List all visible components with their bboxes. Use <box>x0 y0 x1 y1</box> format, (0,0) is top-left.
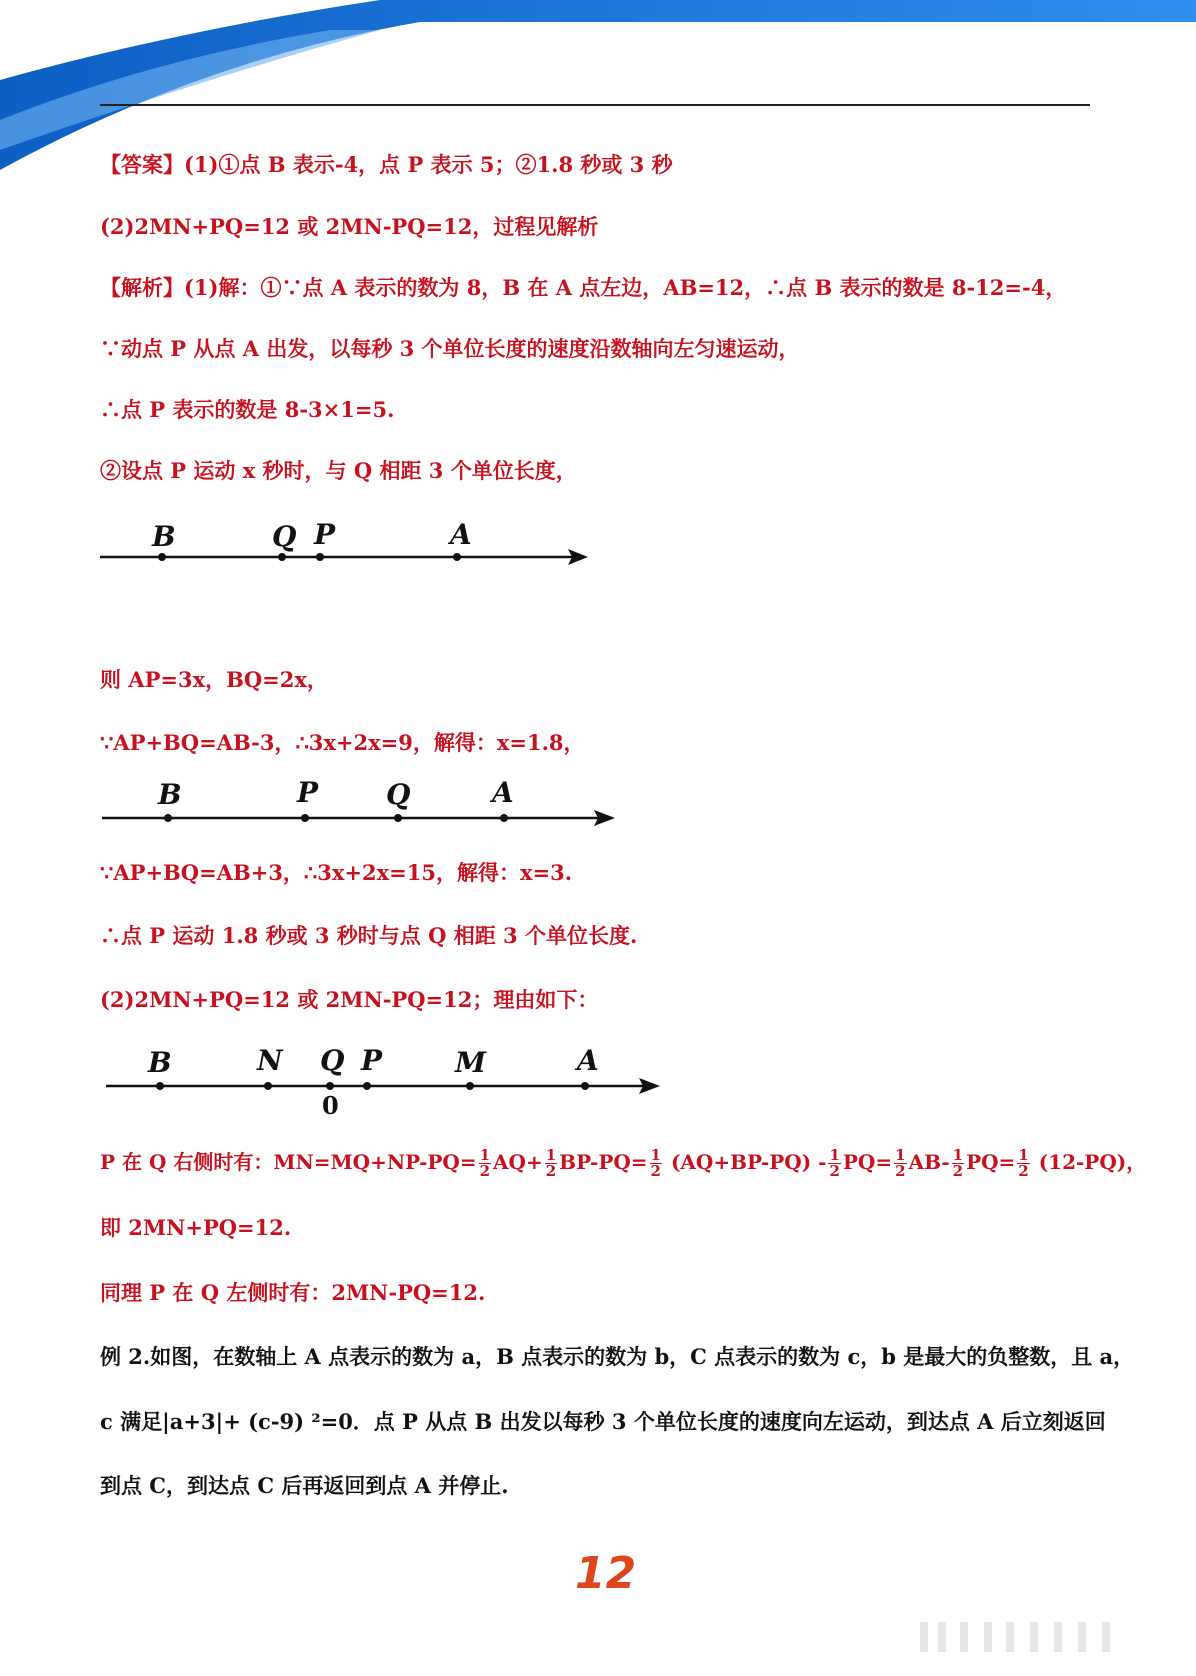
point-q <box>278 553 286 561</box>
label-q: Q <box>272 520 297 553</box>
label-a: A <box>492 776 514 809</box>
case2-line: ∵AP+BQ=AB+3，∴3x+2x=15，解得：x=3. <box>100 860 573 885</box>
example-text-1: 如图，在数轴上 A 点表示的数为 a，B 点表示的数为 b，C 点表示的数为 c，b 是最大的负整数，且 a， <box>150 1344 1135 1369</box>
example-label: 例 2. <box>100 1344 151 1369</box>
formula-line <box>100 1147 1146 1179</box>
point-b <box>164 814 172 822</box>
case1-line: ∵AP+BQ=AB-3，∴3x+2x=9，解得：x=1.8， <box>100 730 585 755</box>
part2-line: (2)2MN+PQ=12 或 2MN-PQ=12；理由如下： <box>100 987 599 1012</box>
header-banner <box>0 0 1196 170</box>
answer-line-2: (2)2MN+PQ=12 或 2MN-PQ=12，过程见解析 <box>100 214 599 239</box>
point-m <box>466 1082 474 1090</box>
analysis-line-3: ∴点 P 表示的数是 8-3×1=5. <box>100 397 395 422</box>
result-line-2: 同理 P 在 Q 左侧时有：2MN-PQ=12. <box>100 1280 486 1305</box>
point-q <box>326 1082 334 1090</box>
fraction-half: $\frac{1}{2}$ <box>829 1146 840 1180</box>
number-line-diagram-2 <box>0 770 640 830</box>
fraction-half: $\frac{1}{2}$ <box>952 1146 964 1180</box>
fraction-half: $\frac{1}{2}$ <box>1018 1146 1029 1180</box>
conclusion-line: ∴点 P 运动 1.8 秒或 3 秒时与点 Q 相距 3 个单位长度. <box>100 923 638 948</box>
formula-part-6: PQ= <box>966 1150 1016 1174</box>
point-q <box>394 814 402 822</box>
point-a <box>500 814 508 822</box>
result-line-1: 即 2MN+PQ=12. <box>100 1215 292 1240</box>
fraction-half: $\frac{1}{2}$ <box>545 1146 557 1180</box>
fraction-half: $\frac{1}{2}$ <box>650 1146 661 1180</box>
formula-part-4: PQ= <box>842 1150 893 1174</box>
label-b: B <box>158 778 182 811</box>
answer-line-1: 【答案】(1)①点 B 表示-4，点 P 表示 5；②1.8 秒或 3 秒 <box>100 152 673 177</box>
label-m: M <box>455 1046 486 1079</box>
label-origin: 0 <box>322 1091 339 1116</box>
analysis-line-4: ②设点 P 运动 x 秒时，与 Q 相距 3 个单位长度， <box>100 458 577 483</box>
formula-part-2: BP-PQ= <box>559 1150 648 1174</box>
formula-part-1: AQ+ <box>493 1150 543 1174</box>
formula-part-7: (12-PQ)， <box>1031 1150 1147 1174</box>
example-line-1 <box>100 1342 1134 1372</box>
point-p <box>301 814 309 822</box>
example-line-3: 到点 C，到达点 C 后再返回到点 A 并停止. <box>100 1473 509 1498</box>
point-n <box>264 1082 272 1090</box>
point-a <box>581 1082 589 1090</box>
label-p: P <box>297 776 319 809</box>
example-line-2: c 满足|a+3|+ (c-9) ²=0．点 P 从点 B 出发以每秒 3 个单位长度的速度向左运动，到达点 A 后立刻返回 <box>100 1409 1106 1434</box>
point-b <box>158 553 166 561</box>
point-b <box>156 1082 164 1090</box>
analysis-line-1: 【解析】(1)解：①∵点 A 表示的数为 8，B 在 A 点左边，AB=12，∴点 B 表示的数是 8-12=-4， <box>100 275 1067 300</box>
label-b: B <box>148 1046 172 1079</box>
formula-prefix: P 在 Q 右侧时有：MN=MQ+NP-PQ= <box>100 1150 477 1174</box>
label-b: B <box>152 520 176 553</box>
analysis-line-2: ∵动点 P 从点 A 出发，以每秒 3 个单位长度的速度沿数轴向左匀速运动， <box>100 336 800 361</box>
page-number: 12 <box>575 1548 637 1599</box>
number-line-diagram-3 <box>0 1036 680 1116</box>
label-n: N <box>257 1044 283 1077</box>
point-p <box>363 1082 371 1090</box>
header-rule <box>100 104 1090 106</box>
formula-part-5: AB- <box>908 1150 950 1174</box>
label-q: Q <box>320 1044 345 1077</box>
formula-part-3: (AQ+BP-PQ) - <box>663 1150 827 1174</box>
point-p <box>316 553 324 561</box>
fraction-half: $\frac{1}{2}$ <box>895 1146 906 1180</box>
footer-watermark <box>880 1618 1170 1658</box>
number-line-diagram-1 <box>0 510 620 570</box>
label-q: Q <box>386 778 411 811</box>
fraction-half: $\frac{1}{2}$ <box>479 1146 491 1180</box>
label-a: A <box>450 518 472 551</box>
label-p: P <box>314 518 336 551</box>
label-a: A <box>577 1044 599 1077</box>
label-p: P <box>361 1044 383 1077</box>
point-a <box>453 553 461 561</box>
then-line: 则 AP=3x，BQ=2x， <box>100 667 328 692</box>
